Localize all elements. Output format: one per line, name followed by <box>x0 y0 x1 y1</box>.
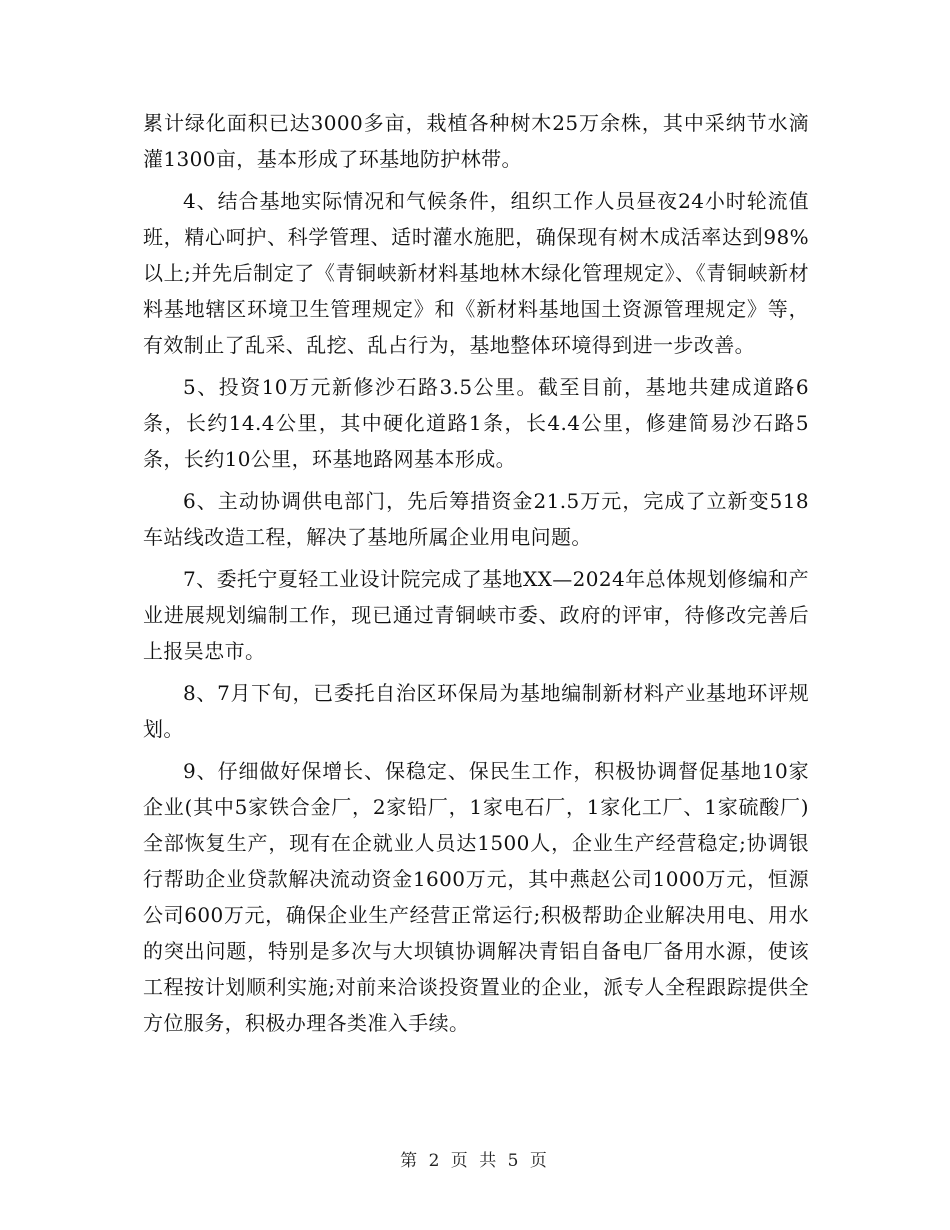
page-number-footer: 第 2 页 共 5 页 <box>400 1151 550 1171</box>
document-body <box>143 105 809 1047</box>
paragraph-item-6: 6、主动协调供电部门，先后筹措资金21.5万元，完成了立新变518车站线改造工程，解决了基地所属企业用电问题。 <box>143 489 809 549</box>
paragraph-item-4: 4、结合基地实际情况和气候条件，组织工作人员昼夜24小时轮流值班，精心呵护、科学管理、适时灌水施肥，确保现有树木成活率达到98%以上;并先后制定了《青铜峡新材料基地林木绿化管理规定》、《青铜峡新材料基地辖区环境卫生管理规定》和《新材料基地国土资源管理规定》等，有效制止了乱采、乱挖、乱占行为，基地整体环境得到进一步改善。 <box>143 189 809 357</box>
paragraph-item-9: 9、仔细做好保增长、保稳定、保民生工作，积极协调督促基地10家企业(其中5家铁合金厂，2家铅厂，1家电石厂，1家化工厂、1家硫酸厂)全部恢复生产，现有在企就业人员达1500人，企业生产经营稳定;协调银行帮助企业贷款解决流动资金1600万元，其中燕赵公司1000万元，恒源公司600万元，确保企业生产经营正常运行;积极帮助企业解决用电、用水的突出问题，特别是多次与大坝镇协调解决青铝自备电厂备用水源，使该工程按计划顺利实施;对前来洽谈投资置业的企业，派专人全程跟踪提供全方位服务，积极办理各类准入手续。 <box>143 759 809 1035</box>
paragraph-item-7: 7、委托宁夏轻工业设计院完成了基地XX—2024年总体规划修编和产业进展规划编制工作，现已通过青铜峡市委、政府的评审，待修改完善后上报吴忠市。 <box>143 567 809 663</box>
paragraph-greening-area: 累计绿化面积已达3000多亩，栽植各种树木25万余株，其中采纳节水滴灌1300亩，基本形成了环基地防护林带。 <box>143 111 809 171</box>
paragraph-item-8: 8、7月下旬，已委托自治区环保局为基地编制新材料产业基地环评规划。 <box>143 681 809 741</box>
paragraph-item-5: 5、投资10万元新修沙石路3.5公里。截至目前，基地共建成道路6条，长约14.4公里，其中硬化道路1条，长4.4公里，修建简易沙石路5条，长约10公里，环基地路网基本形成。 <box>143 375 809 471</box>
